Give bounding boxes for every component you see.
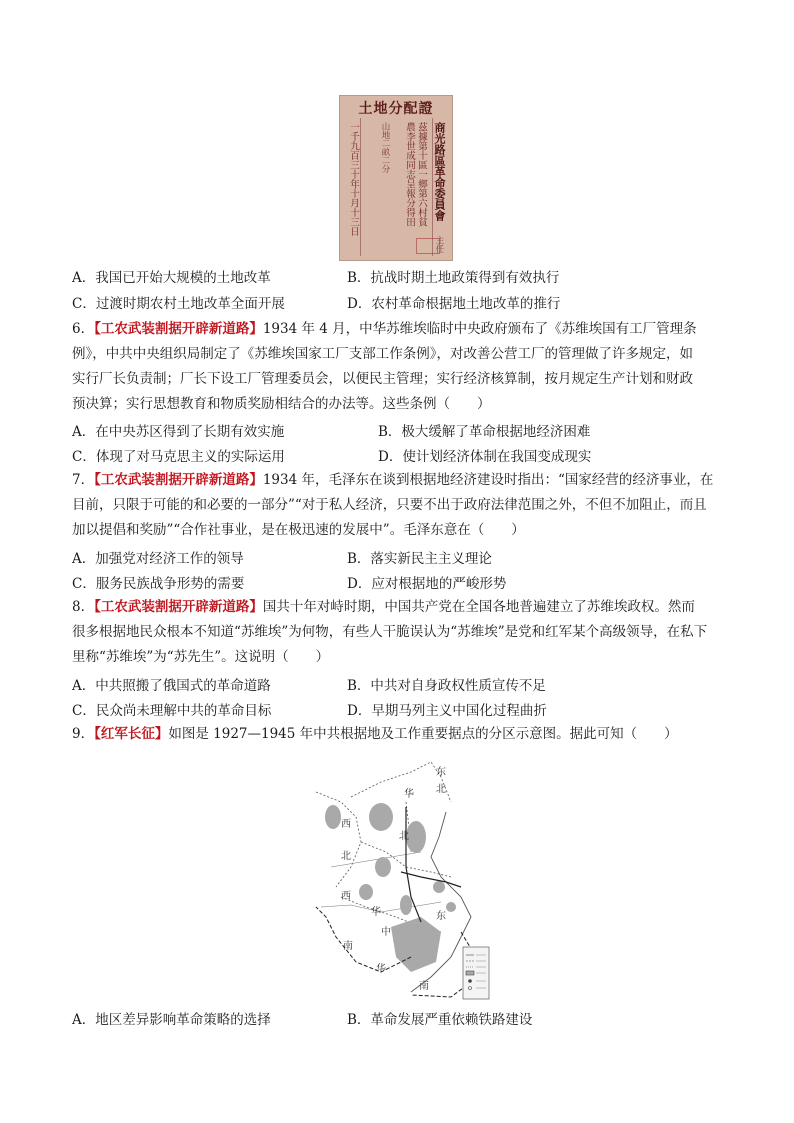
base-area	[375, 857, 391, 877]
map-label: 北	[341, 851, 351, 862]
q6-option-a[interactable]: A．在中央苏区得到了长期有效实施	[72, 424, 285, 440]
map-svg	[311, 757, 491, 1002]
question-7-line: 目前，只限于可能的和必要的一部分”“对于私人经济，只要不出于政府法律范围之外，不但不加阻止，而且	[72, 497, 707, 513]
map-label: 华	[376, 964, 386, 975]
base-area	[446, 902, 456, 912]
certificate-date-column: 一千九百三十年十月十三日	[348, 122, 359, 236]
question-tag: 【工农武装割据开辟新道路】	[94, 472, 263, 488]
legend-swatch	[466, 971, 474, 975]
map-label: 东	[436, 767, 446, 778]
question-6-line: 预决算；实行思想教育和物质奖励相结合的办法等。这些条例（ ）	[72, 396, 491, 412]
q8-option-d[interactable]: D．早期马列主义中国化过程曲折	[347, 703, 547, 719]
land-distribution-certificate-image	[339, 95, 453, 261]
certificate-body	[346, 118, 446, 256]
question-6-line	[72, 317, 722, 342]
yangtze-river	[321, 902, 441, 912]
certificate-column: 山地二畝二分	[380, 122, 390, 173]
question-9-line	[72, 722, 722, 747]
q6-option-b[interactable]: B．极大缓解了革命根据地经济困难	[378, 424, 591, 440]
q6-option-c[interactable]: C．体现了对马克思主义的实际运用	[72, 449, 285, 465]
region-boundaries	[316, 762, 451, 932]
map-label: 西	[341, 819, 351, 830]
question-6-line: 例》，中共中央组织局制定了《苏维埃国家工厂支部工作条例》，对改善公营工厂的管理做了许多规定，如	[72, 346, 693, 362]
question-number: 9．	[72, 726, 95, 742]
question-6-line: 实行厂长负责制；厂长下设工厂管理委员会，以便民主管理；实行经济核算制，按月规定生产计划和财政	[72, 371, 693, 387]
map-label: 中	[381, 927, 391, 938]
question-8-line: 很多根据地民众根本不知道“苏维埃”为何物，有些人干脆误认为“苏维埃”是党和红军某个高级领导，在私下	[72, 624, 708, 640]
question-7-line: 加以提倡和奖励”“合作社事业，是在极迅速的发展中”。毛泽东意在（ ）	[72, 522, 525, 538]
question-7	[72, 468, 722, 543]
q7-option-b[interactable]: B．落实新民主主义理论	[347, 551, 492, 567]
base-area	[359, 884, 373, 900]
base-area	[400, 895, 412, 915]
question-text: 国共十年对峙时期，中国共产党在全国各地普遍建立了苏维埃政权。然而	[262, 599, 695, 615]
railway-line	[401, 872, 461, 887]
map-label: 华	[371, 907, 381, 918]
map-label: 东	[436, 911, 446, 922]
q7-option-a[interactable]: A．加强党对经济工作的领导	[72, 551, 244, 567]
q8-option-b[interactable]: B．中共对自身政权性质宣传不足	[347, 678, 546, 694]
certificate-column: 農李世成同志呈報分得田	[404, 122, 415, 227]
question-tag: 【工农武装割据开辟新道路】	[94, 321, 263, 337]
certificate-rule	[360, 118, 361, 256]
question-text: 如图是 1927—1945 年中共根据地及工作重要据点的分区示意图。据此可知（ ）	[168, 726, 678, 742]
q5-option-d[interactable]: D．农村革命根据地土地改革的推行	[347, 296, 561, 312]
map-label: 南	[343, 941, 353, 952]
question-tag: 【红军长征】	[94, 726, 169, 742]
base-area	[369, 803, 393, 831]
certificate-column-end: 主任	[434, 236, 444, 253]
question-9	[72, 722, 722, 747]
question-6	[72, 317, 722, 417]
question-number: 7．	[72, 472, 95, 488]
q8-option-c[interactable]: C．民众尚未理解中共的革命目标	[72, 703, 272, 719]
certificate-column-main: 商光路區革命委員會	[433, 122, 446, 221]
question-number: 6．	[72, 321, 95, 337]
certificate-title: 土地分配證	[358, 101, 434, 117]
question-7-line	[72, 468, 722, 493]
q5-option-c[interactable]: C．过渡时期农村土地改革全面开展	[72, 296, 285, 312]
base-area	[325, 805, 341, 829]
map-label: 北	[399, 831, 409, 842]
certificate-column: 茲據第十區一鄉第六村貧	[416, 122, 427, 227]
question-8-line	[72, 595, 722, 620]
map-label: 南	[419, 981, 429, 992]
question-8-line: 里称“苏维埃”为“苏先生”。这说明（ ）	[72, 649, 330, 665]
q7-option-d[interactable]: D．应对根据地的严峻形势	[347, 576, 507, 592]
q9-option-b[interactable]: B．革命发展严重依赖铁路建设	[347, 1012, 533, 1028]
q6-option-d[interactable]: D．使计划经济体制在我国变成现实	[378, 449, 592, 465]
boundary-west	[316, 792, 361, 887]
q9-option-a[interactable]: A．地区差异影响革命策略的选择	[72, 1012, 271, 1028]
question-number: 8．	[72, 599, 95, 615]
question-text: 1934 年，毛泽东在谈到根据地经济建设时指出：“国家经营的经济事业，在	[262, 472, 714, 488]
q5-option-b[interactable]: B．抗战时期土地政策得到有效执行	[347, 270, 560, 286]
base-area	[406, 821, 426, 853]
q8-option-a[interactable]: A．中共照搬了俄国式的革命道路	[72, 678, 271, 694]
question-tag: 【工农武装割据开辟新道路】	[94, 599, 263, 615]
certificate-stamp	[416, 238, 440, 254]
legend-dot	[469, 980, 472, 983]
q5-option-a[interactable]: A．我国已开始大规模的土地改革	[72, 270, 271, 286]
base-area	[433, 881, 445, 893]
q7-option-c[interactable]: C．服务民族战争形势的需要	[72, 576, 245, 592]
question-text: 1934 年 4 月，中华苏维埃临时中央政府颁布了《苏维埃国有工厂管理条	[262, 321, 697, 337]
map-label: 华	[404, 789, 414, 800]
map-label: 西	[341, 891, 351, 902]
map-label: 北	[436, 784, 446, 795]
base-areas-map	[311, 757, 491, 1002]
question-8	[72, 595, 722, 670]
